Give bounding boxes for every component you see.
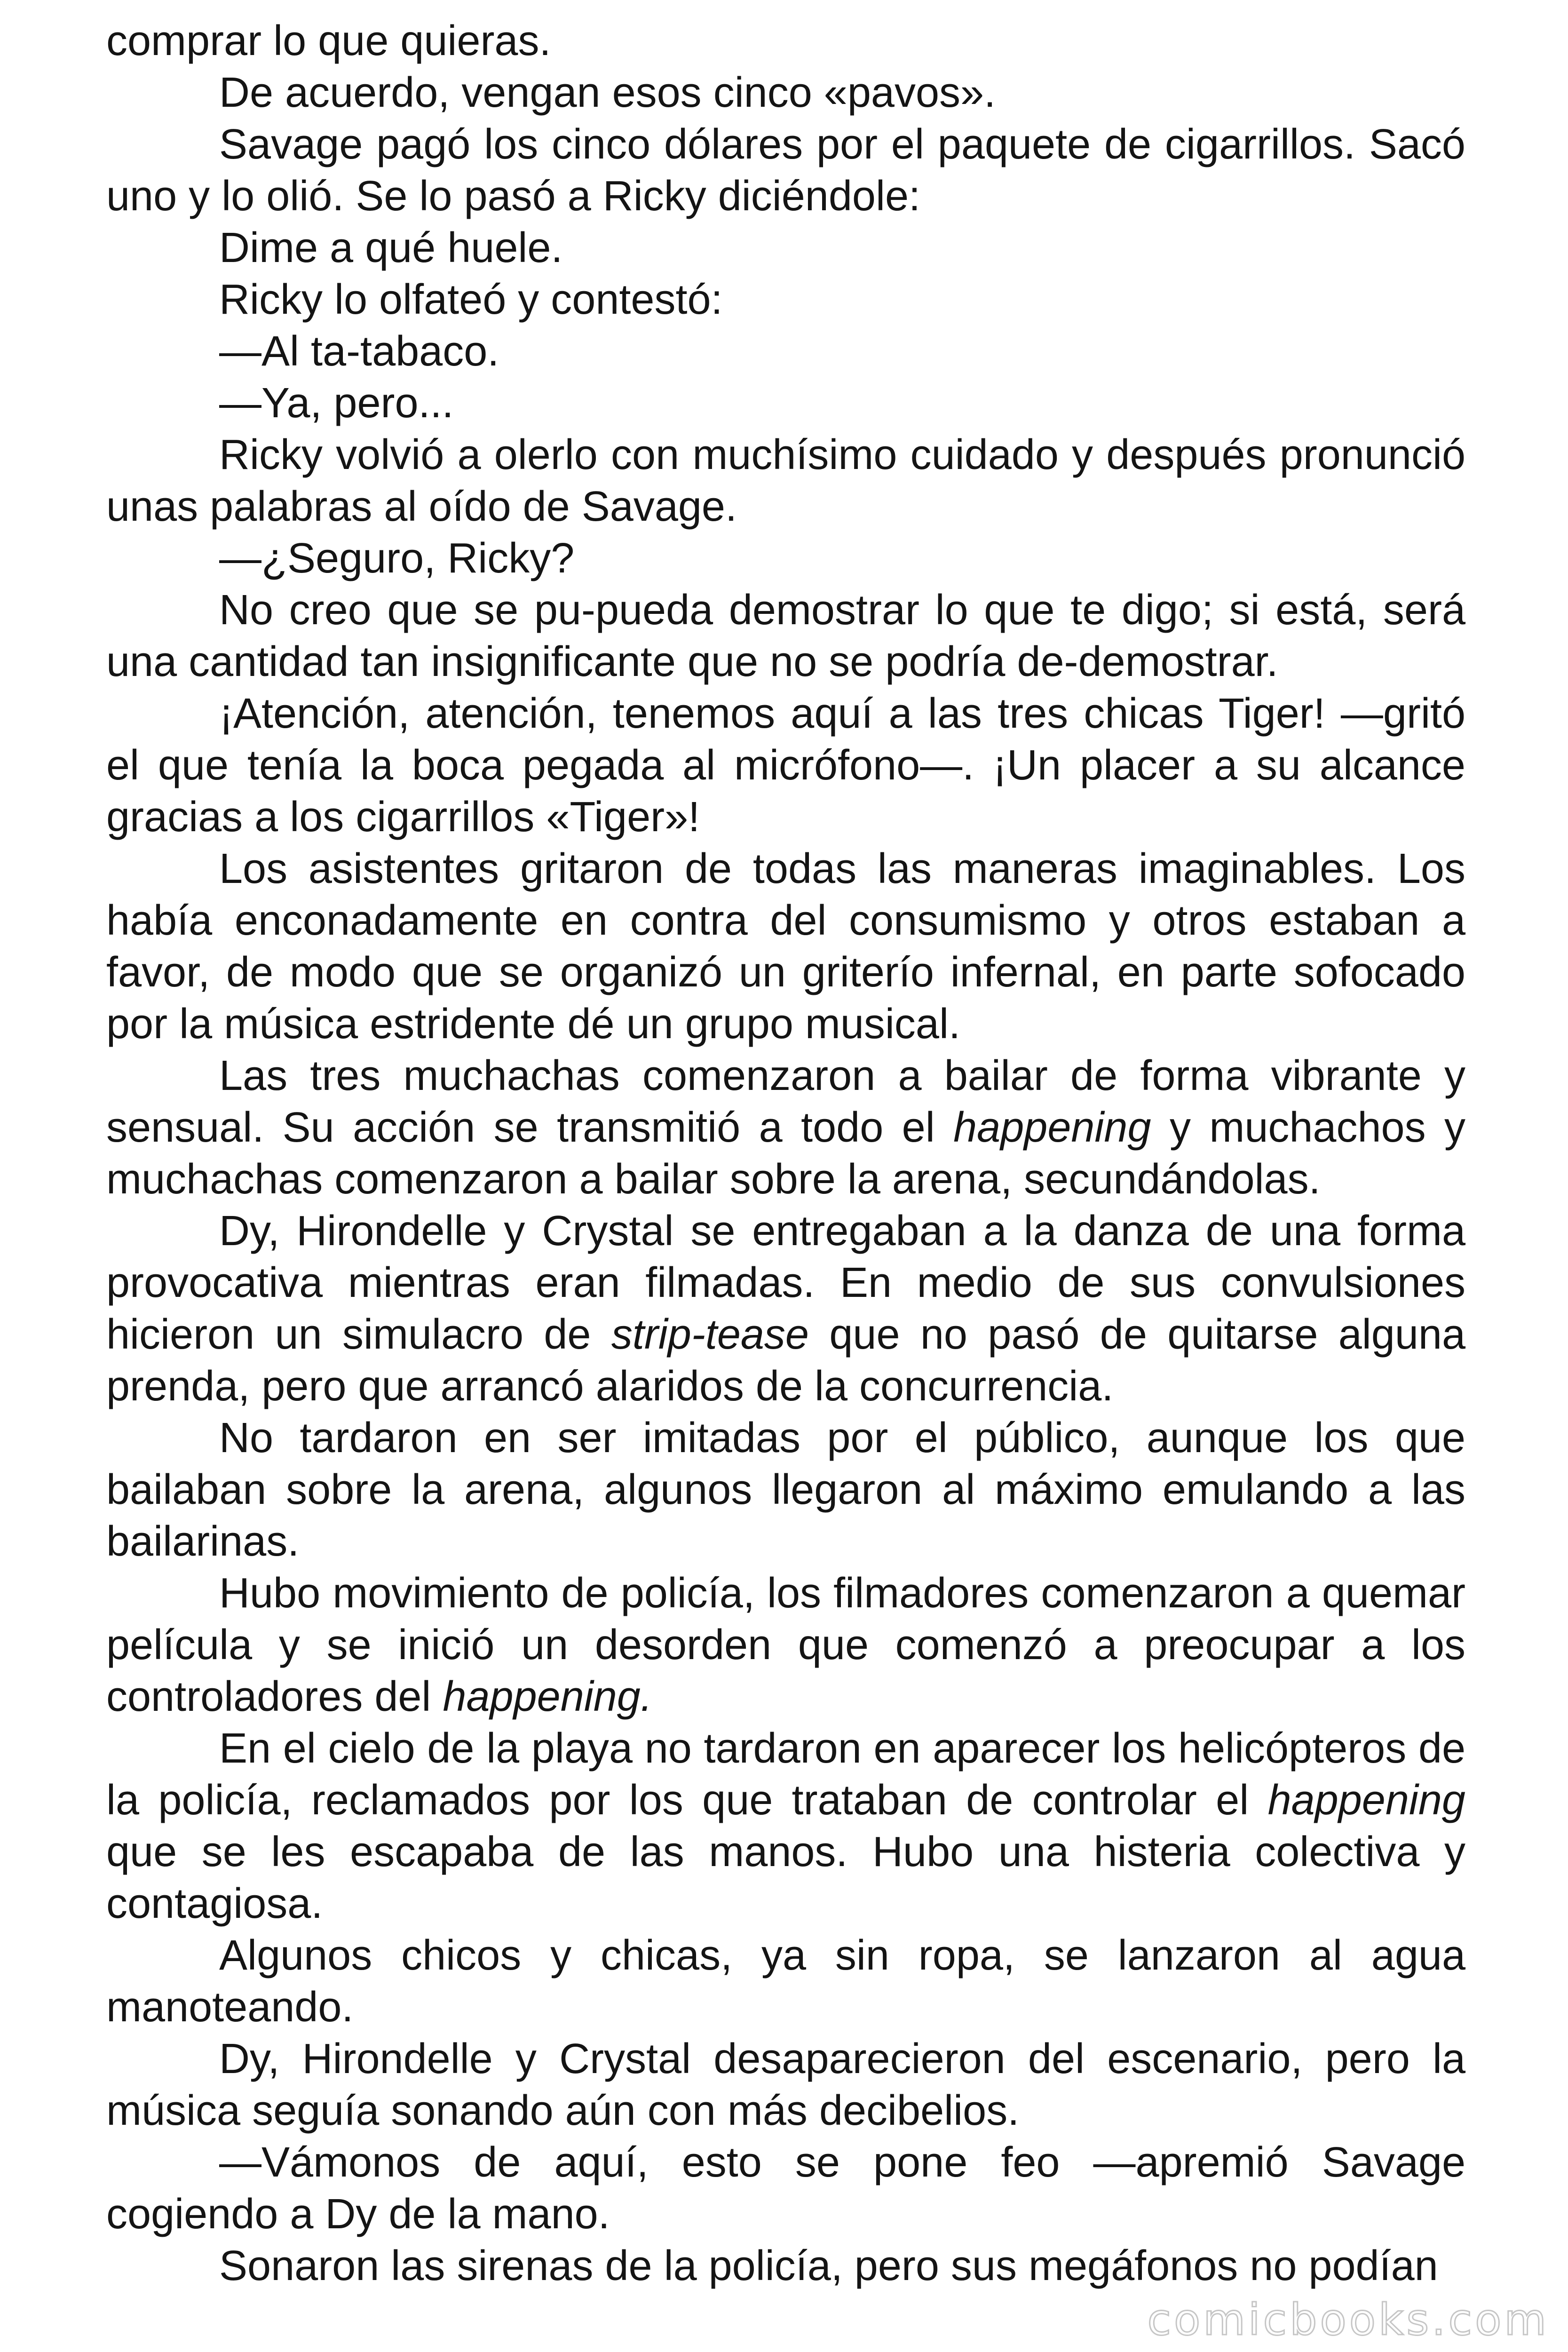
paragraph-11: ¡Atención, atención, tenemos aquí a las tres chicas Tiger! —gritó el que tenía la boca pegada al micrófono—. ¡Un placer a su alcance gracias a los cigarrillos «Tiger»! bbox=[106, 690, 1465, 841]
italic-term: strip-tease bbox=[611, 1311, 809, 1358]
paragraph-13: Las tres muchachas comenzaron a bailar de forma vibrante y sensual. Su acción se transmitió a todo el happening y muchachos y muchachas comenzaron a bailar sobre la arena, secundándolas. bbox=[106, 1052, 1465, 1203]
paragraph-12: Los asistentes gritaron de todas las maneras imaginables. Los había enconadamente en contra del consumismo y otros estaban a favor, de modo que se organizó un griterío infernal, en parte sofocado por la música estridente dé un grupo musical. bbox=[106, 845, 1465, 1048]
paragraph-14: Dy, Hirondelle y Crystal se entregaban a la danza de una forma provocativa mientras eran filmadas. En medio de sus convulsiones hicieron un simulacro de strip-tease que no pasó de quitarse alguna prenda, pero que arrancó alaridos de la concurrencia. bbox=[106, 1208, 1465, 1410]
paragraph-7: —Ya, pero... bbox=[219, 380, 454, 427]
paragraph-5: Ricky lo olfateó y contestó: bbox=[219, 276, 723, 323]
paragraph-15: No tardaron en ser imitadas por el público, aunque los que bailaban sobre la arena, algunos llegaron al máximo emulando a las bailarinas. bbox=[106, 1414, 1465, 1565]
paragraph-1: comprar lo que quieras. bbox=[106, 17, 551, 64]
paragraph-4: Dime a qué huele. bbox=[219, 224, 563, 271]
paragraph-17: En el cielo de la playa no tardaron en aparecer los helicópteros de la policía, reclamados por los que trataban de controlar el happening que se les escapaba de las manos. Hubo una histeria colectiva y contagiosa. bbox=[106, 1725, 1465, 1927]
paragraph-8: Ricky volvió a olerlo con muchísimo cuidado y después pronunció unas palabras al oído de Savage. bbox=[106, 431, 1465, 530]
document-page bbox=[106, 15, 1465, 2344]
paragraph-21: Sonaron las sirenas de la policía, pero sus megáfonos no podían bbox=[219, 2242, 1438, 2289]
paragraph-18: Algunos chicos y chicas, ya sin ropa, se lanzaron al agua manoteando. bbox=[106, 1932, 1465, 2031]
italic-term: happening. bbox=[443, 1673, 652, 1720]
paragraph-16: Hubo movimiento de policía, los filmadores comenzaron a quemar película y se inició un desorden que comenzó a preocupar a los controladores del happening. bbox=[106, 1570, 1465, 1720]
paragraph-20: —Vámonos de aquí, esto se pone feo —apremió Savage cogiendo a Dy de la mano. bbox=[106, 2139, 1465, 2238]
paragraph-19: Dy, Hirondelle y Crystal desaparecieron del escenario, pero la música seguía sonando aún con más decibelios. bbox=[106, 2035, 1465, 2134]
paragraph-3: Savage pagó los cinco dólares por el paquete de cigarrillos. Sacó uno y lo olió. Se lo pasó a Ricky diciéndole: bbox=[106, 121, 1465, 220]
paragraph-9: —¿Seguro, Ricky? bbox=[219, 535, 575, 582]
watermark-logo: comicbooks.com bbox=[1147, 2295, 1549, 2345]
paragraph-2: De acuerdo, vengan esos cinco «pavos». bbox=[219, 69, 996, 116]
paragraph-10: No creo que se pu-pueda demostrar lo que te digo; si está, será una cantidad tan insignificante que no se podría de-demostrar. bbox=[106, 587, 1465, 685]
paragraph-6: —Al ta-tabaco. bbox=[219, 328, 499, 375]
italic-term: happening bbox=[953, 1104, 1151, 1151]
italic-term: happening bbox=[1267, 1777, 1465, 1824]
